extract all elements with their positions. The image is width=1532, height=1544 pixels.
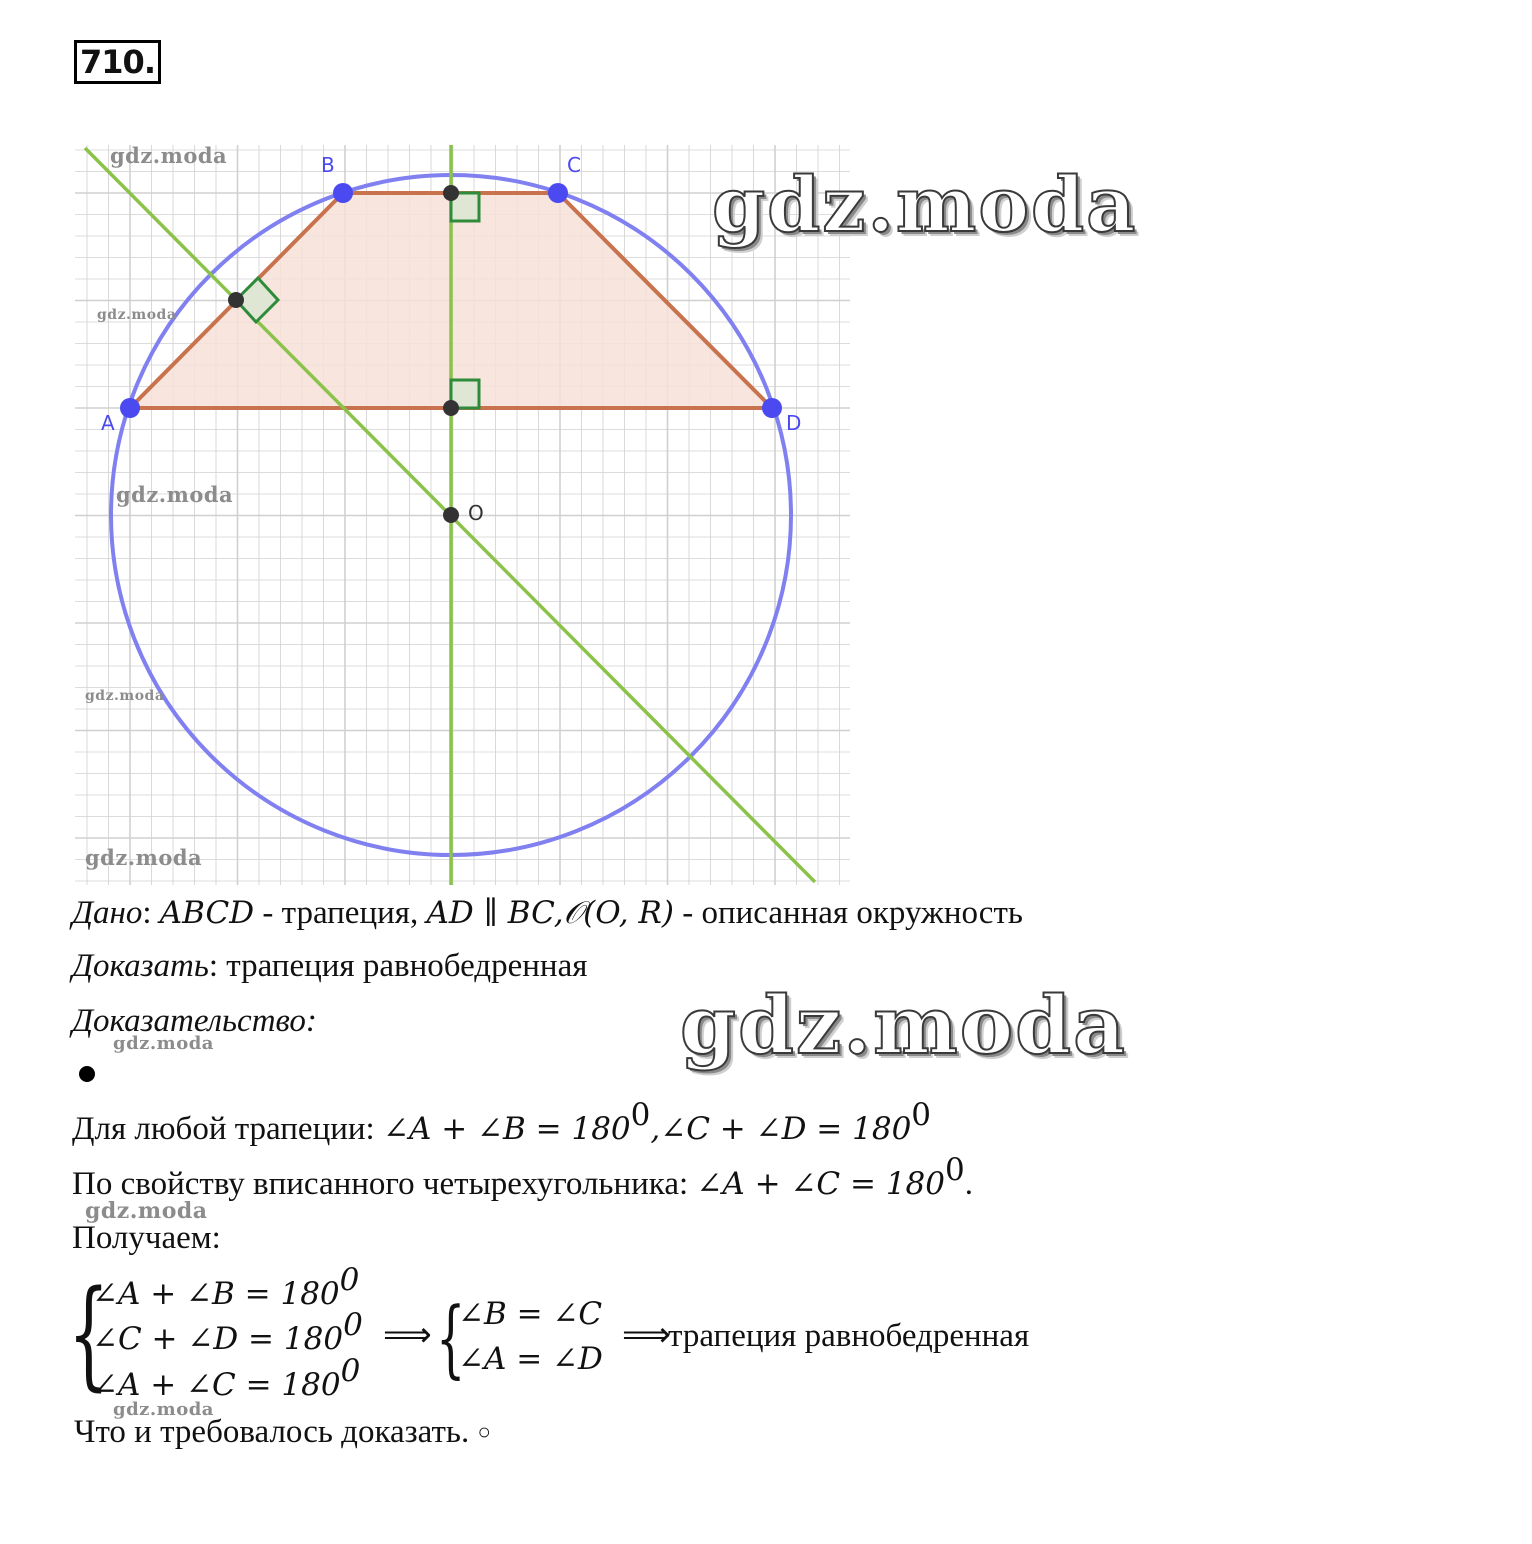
given-math-parallel: AD ∥ BC: [426, 895, 554, 931]
label-d: D: [786, 411, 802, 435]
given-text-2: - описанная окружность: [673, 895, 1023, 931]
watermark-small-5: gdz.moda: [85, 845, 203, 870]
prove-line: [72, 946, 587, 986]
watermark-small-8: gdz.moda: [113, 1399, 214, 1420]
center-o: [443, 507, 459, 523]
proof-line-1-sup-b: 0: [911, 1097, 932, 1133]
implies-arrow-2: ⟹: [622, 1315, 671, 1355]
proof-line-1-math-a: ∠A + ∠B = 180: [382, 1111, 631, 1147]
given-text-1: - трапеция,: [254, 895, 427, 931]
label-c: C: [567, 153, 581, 177]
system-brace-2: {: [436, 1289, 466, 1387]
system2-row-2: ∠A = ∠D: [458, 1341, 603, 1377]
proof-line-2-sup: 0: [945, 1152, 965, 1188]
vertex-a: [120, 398, 140, 418]
midpoint-ab: [228, 292, 244, 308]
label-o: O: [468, 501, 484, 525]
implies-arrow-1: ⟹: [383, 1315, 432, 1355]
prove-label: Доказать: [72, 948, 209, 984]
proof-line-3: Получаем:: [72, 1220, 221, 1256]
proof-line-1-text: Для любой трапеции:: [72, 1111, 383, 1147]
system1-row-1: ∠A + ∠B = $180^0$: [92, 1262, 360, 1312]
watermark-small-7: gdz.moda: [85, 1198, 208, 1224]
vertex-d: [762, 398, 782, 418]
system1-row-3: ∠A + ∠C = $180^0$: [92, 1353, 361, 1403]
proof-line-2-text: По свойству вписанного четырехугольника:: [72, 1166, 697, 1202]
watermark-small-1: gdz.moda: [110, 143, 228, 168]
proof-line-2-end: .: [964, 1166, 973, 1202]
bullet: [79, 1066, 95, 1082]
watermark-big-2: gdz.moda: [680, 978, 1127, 1072]
watermark-small-2: gdz.moda: [97, 307, 177, 323]
problem-number: 710.: [74, 40, 161, 84]
watermark-small-3: gdz.moda: [116, 482, 234, 507]
watermark-small-4: gdz.moda: [85, 688, 165, 704]
qed-mark: ○: [477, 1419, 491, 1444]
qed-text: Что и требовалось доказать.: [74, 1414, 478, 1450]
midpoint-ad: [443, 400, 459, 416]
qed-line: [74, 1412, 491, 1452]
proof-line-1: [72, 1097, 932, 1149]
system1-row-2: ∠C + ∠D = $180^0$: [92, 1307, 363, 1357]
system-brace-1: {: [68, 1264, 110, 1402]
vertex-c: [548, 183, 568, 203]
proof-line-2-math: ∠A + ∠C = 180: [696, 1166, 945, 1202]
label-a: A: [101, 411, 115, 435]
proof-line-1-math-b: ,∠C + ∠D = 180: [650, 1111, 912, 1147]
watermark-big-1: gdz.moda: [712, 160, 1138, 249]
given-line: Дано: ABCD - трапеция, AD ∥ BC,𝒪(O, R) - описанная окружность: [72, 895, 1023, 931]
given-label: Дано: [72, 895, 143, 931]
geometry-figure: [75, 145, 850, 885]
proof-line-1-sup-a: 0: [630, 1097, 651, 1133]
prove-text: : трапеция равнобедренная: [208, 948, 588, 984]
label-b: B: [321, 153, 335, 177]
given-math-circle: ,𝒪(O, R): [553, 895, 674, 931]
conclusion-text: трапеция равнобедренная: [668, 1318, 1030, 1354]
midpoint-bc: [443, 185, 459, 201]
proof-label: Доказательство:: [72, 1003, 317, 1039]
given-math-abcd: ABCD: [159, 895, 255, 931]
watermark-small-6: gdz.moda: [113, 1033, 214, 1054]
vertex-b: [333, 183, 353, 203]
system2-row-1: ∠B = ∠C: [458, 1296, 603, 1332]
